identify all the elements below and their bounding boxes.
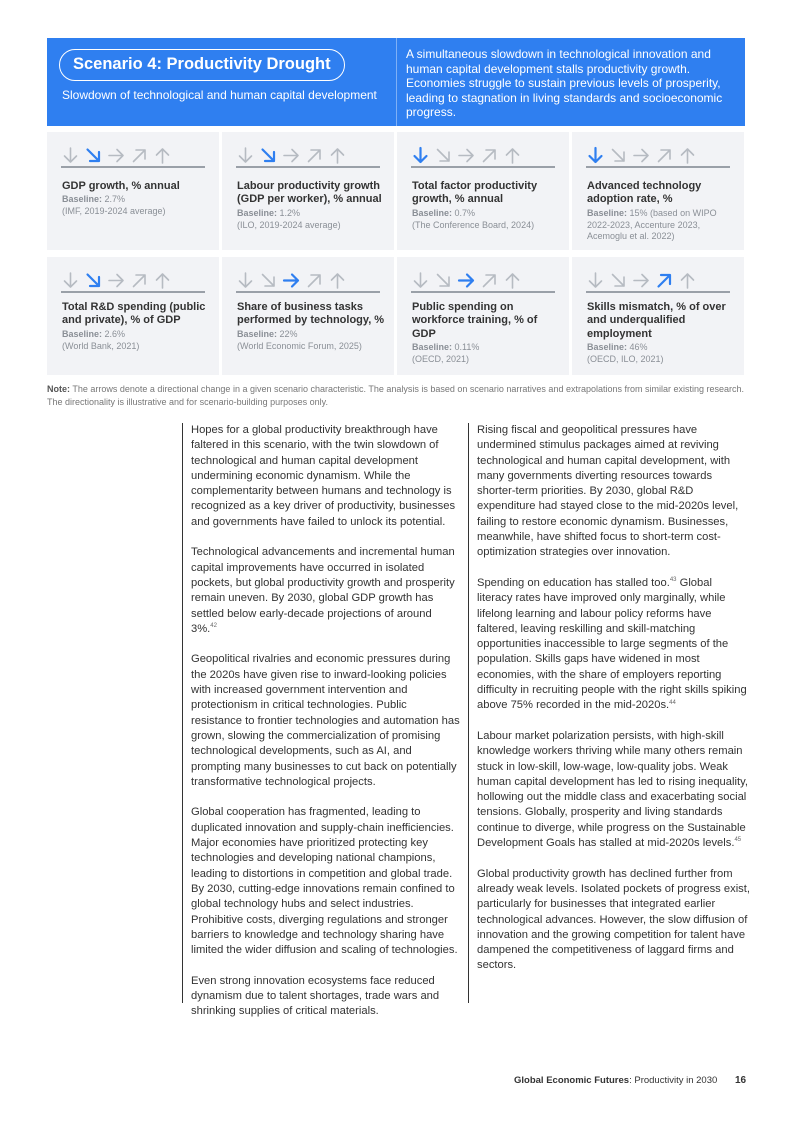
arrow-down-icon <box>411 146 430 165</box>
indicator-card <box>47 132 219 250</box>
arrow-up-right-icon <box>480 271 499 290</box>
body-column-left <box>182 423 460 1018</box>
arrow-down-icon <box>236 146 255 165</box>
baseline-source: (The Conference Board, 2024) <box>412 219 535 230</box>
arrow-right-icon <box>107 146 126 165</box>
baseline-source: (World Bank, 2021) <box>62 340 140 351</box>
baseline-label: Baseline: <box>587 342 628 352</box>
direction-arrows <box>61 271 205 293</box>
arrow-down-right-icon <box>84 146 103 165</box>
arrow-up-icon <box>328 271 347 290</box>
arrow-down-right-icon <box>434 146 453 165</box>
baseline-label: Baseline: <box>237 208 278 218</box>
indicator-title: Skills mismatch, % of over and underqualified employment <box>587 301 726 340</box>
baseline-value: 22% <box>277 329 298 339</box>
arrow-right-icon <box>457 271 476 290</box>
baseline-label: Baseline: <box>62 329 103 339</box>
indicator-title: GDP growth, % annual <box>62 180 180 192</box>
footer-report-subtitle: : Productivity in 2030 <box>629 1075 718 1086</box>
indicator-title: Share of business tasks performed by technology, % <box>237 301 385 327</box>
arrow-right-icon <box>107 271 126 290</box>
scenario-banner <box>47 38 745 126</box>
indicator-card <box>47 257 219 375</box>
indicator-card <box>397 257 569 375</box>
paragraph: Global cooperation has fragmented, leading to duplicated innovation and supply-chain inefficiencies. Major economies have prioritized protecting key technologies and developing national champions, leading to distortions in competition and global trade. By 2030, cutting-edge innovations remain confined to global technology hubs and select industries. Prohibitive costs, diverging regulations and stronger barriers to knowledge and technology sharing have limited the wider diffusion and scaling of technologies. <box>191 806 458 957</box>
baseline-source: (ILO, 2019-2024 average) <box>237 219 341 230</box>
indicator-title: Public spending on workforce training, % of GDP <box>412 301 538 340</box>
indicator-card <box>397 132 569 250</box>
baseline-value: 15% (based on WIPO 2022-2023, Accenture 2023, Acemoglu et al. 2022) <box>587 208 717 241</box>
arrow-down-right-icon <box>259 271 278 290</box>
arrow-down-right-icon <box>84 271 103 290</box>
paragraph: Technological advancements and incremental human capital improvements have occurred in isolated pockets, but global productivity growth and prosperity remain uneven. By 2030, global GDP growth has settled below early-decade projections of around 3%.$^{42}$ <box>191 546 455 635</box>
arrow-down-icon <box>61 146 80 165</box>
paragraph: Rising fiscal and geopolitical pressures have undermined stimulus packages aimed at reviving technological and human capital development, with many governments diverting resources towards shorter-term priorities. By 2030, global R&D expenditure had stayed close to the mid-2020s level, failing to restore economic dynamism. Businesses, meanwhile, have shifted focus to short-term cost-optimization strategies over innovation. <box>477 424 739 559</box>
arrow-up-icon <box>328 146 347 165</box>
baseline-source: (World Economic Forum, 2025) <box>237 340 362 351</box>
note-label: Note: <box>47 384 70 394</box>
scenario-description: A simultaneous slowdown in technological innovation and human capital development stalls productivity growth. Economies struggle to sustain previous levels of prosperity, leading to stagnation in living standards and socioeconomic progress. <box>406 47 723 120</box>
baseline-label: Baseline: <box>412 208 453 218</box>
baseline-label: Baseline: <box>237 329 278 339</box>
baseline-value: 0.7% <box>452 208 476 218</box>
footnote-ref: 42 <box>210 623 217 630</box>
indicator-title: Total R&D spending (public and private), % of GDP <box>62 301 206 327</box>
paragraph: Labour market polarization persists, with high-skill knowledge workers thriving while many others remain stuck in low-skill, low-wage, low-quality jobs. Weak human capital development has led to rising inequality, hollowing out the middle class and exacerbating social tensions. Globally, prosperity and living standards continue to diverge, while progress on the Sustainable Development Goals has stalled at mid-2020s levels.$^{45}$ <box>477 729 748 850</box>
direction-arrows <box>411 146 555 168</box>
arrow-up-icon <box>153 271 172 290</box>
indicator-card <box>572 132 744 250</box>
paragraph: Hopes for a global productivity breakthrough have faltered in this scenario, with the twin slowdown of technological and human capital development undermining economic dynamism. While the complementarity between humans and technology is recognized as a key driver of productivity, businesses and governments have failed to unlock its potential. <box>191 424 456 528</box>
figure-note <box>47 383 747 408</box>
arrow-right-icon <box>632 146 651 165</box>
footnote-ref: 43 <box>669 577 677 584</box>
arrow-up-icon <box>678 271 697 290</box>
indicator-card <box>222 257 394 375</box>
indicator-baseline <box>62 329 212 352</box>
arrow-right-icon <box>457 146 476 165</box>
arrow-down-right-icon <box>609 146 628 165</box>
baseline-source: (IMF, 2019-2024 average) <box>62 205 166 216</box>
baseline-value: 2.6% <box>102 329 126 339</box>
page-number: 16 <box>735 1075 747 1086</box>
scenario-subtitle: Slowdown of technological and human capital development <box>62 88 377 102</box>
baseline-value: 2.7% <box>102 194 126 204</box>
direction-arrows <box>236 271 380 293</box>
baseline-label: Baseline: <box>412 342 453 352</box>
arrow-up-right-icon <box>655 146 674 165</box>
arrow-up-right-icon <box>305 271 324 290</box>
arrow-right-icon <box>632 271 651 290</box>
footnote-ref: 44 <box>669 699 676 706</box>
arrow-down-icon <box>236 271 255 290</box>
arrow-up-right-icon <box>130 271 149 290</box>
arrow-up-icon <box>153 146 172 165</box>
arrow-right-icon <box>282 146 301 165</box>
baseline-source: (OECD, ILO, 2021) <box>587 353 664 364</box>
arrow-down-icon <box>61 271 80 290</box>
banner-divider <box>396 38 397 126</box>
arrow-up-icon <box>503 271 522 290</box>
indicator-baseline <box>587 342 737 365</box>
indicator-title: Labour productivity growth (GDP per worker), % annual <box>237 180 382 206</box>
baseline-value: 46% <box>627 342 648 352</box>
direction-arrows <box>236 146 380 168</box>
baseline-source: (OECD, 2021) <box>412 353 470 364</box>
baseline-value: 1.2% <box>277 208 301 218</box>
baseline-label: Baseline: <box>62 194 103 204</box>
arrow-up-right-icon <box>480 146 499 165</box>
baseline-label: Baseline: <box>587 208 628 218</box>
baseline-value: 0.11% <box>452 342 480 352</box>
paragraph: Global productivity growth has declined further from already weak levels. Isolated pockets of progress exist, particularly for businesses that integrated earlier technological advances. However, the slow diffusion of innovation and the growing competition for talent have dampened the competitiveness of laggard firms and sectors. <box>477 867 750 972</box>
body-column-right <box>468 423 750 1003</box>
direction-arrows <box>61 146 205 168</box>
indicator-baseline <box>412 342 562 365</box>
indicator-title: Total factor productivity growth, % annual <box>412 180 538 206</box>
arrow-down-right-icon <box>434 271 453 290</box>
indicator-baseline <box>237 329 387 352</box>
footer-report-title: Global Economic Futures <box>514 1075 630 1086</box>
direction-arrows <box>586 146 730 168</box>
indicator-baseline <box>237 208 387 231</box>
arrow-right-icon <box>282 271 301 290</box>
arrow-up-icon <box>503 146 522 165</box>
direction-arrows <box>586 271 730 293</box>
indicator-baseline <box>62 194 212 217</box>
paragraph: Even strong innovation ecosystems face reduced dynamism due to talent shortages, trade wars and shrinking supplies of critical materials. <box>191 974 440 1018</box>
arrow-up-right-icon <box>655 271 674 290</box>
arrow-up-right-icon <box>130 146 149 165</box>
page-footer <box>514 1075 717 1086</box>
arrow-down-right-icon <box>609 271 628 290</box>
arrow-down-icon <box>586 271 605 290</box>
arrow-down-icon <box>411 271 430 290</box>
paragraph: Geopolitical rivalries and economic pressures during the 2020s have given rise to inward-looking policies with increased government intervention and protectionism in critical technologies. Public resistance to frontier technologies and automation has grown, slowing the commercialization of promising technological developments, such as AI, and prompting many businesses to cut back on potentially transformative technological projects. <box>191 653 460 788</box>
indicator-card <box>572 257 744 375</box>
paragraph: Spending on education has stalled too.$^{43}$ Global literacy rates have improved only marginally, while lifelong learning and labour policy reforms have faltered, leaving reskilling and skill-matching opportunities inaccessible to large segments of the population. Skills gaps have widened in most economies, with the share of employers reporting difficulty in recruiting people with the right skills spiking above 75% recorded in the mid-2020s.$^{44}$ <box>477 576 747 712</box>
arrow-down-icon <box>586 146 605 165</box>
footnote-ref: 45 <box>734 837 742 844</box>
scenario-title: Scenario 4: Productivity Drought <box>59 49 345 81</box>
arrow-down-right-icon <box>259 146 278 165</box>
arrow-up-icon <box>678 146 697 165</box>
direction-arrows <box>411 271 555 293</box>
indicator-title: Advanced technology adoption rate, % <box>587 180 702 206</box>
indicator-baseline <box>412 208 562 231</box>
note-text: The arrows denote a directional change in a given scenario characteristic. The analysis is based on scenario narratives and extrapolations from similar existing research. The directionality is illustrative and for scenario-building purposes only. <box>47 384 745 407</box>
arrow-up-right-icon <box>305 146 324 165</box>
indicator-baseline <box>587 208 737 243</box>
indicator-card <box>222 132 394 250</box>
scenario-heading-block <box>47 38 396 126</box>
